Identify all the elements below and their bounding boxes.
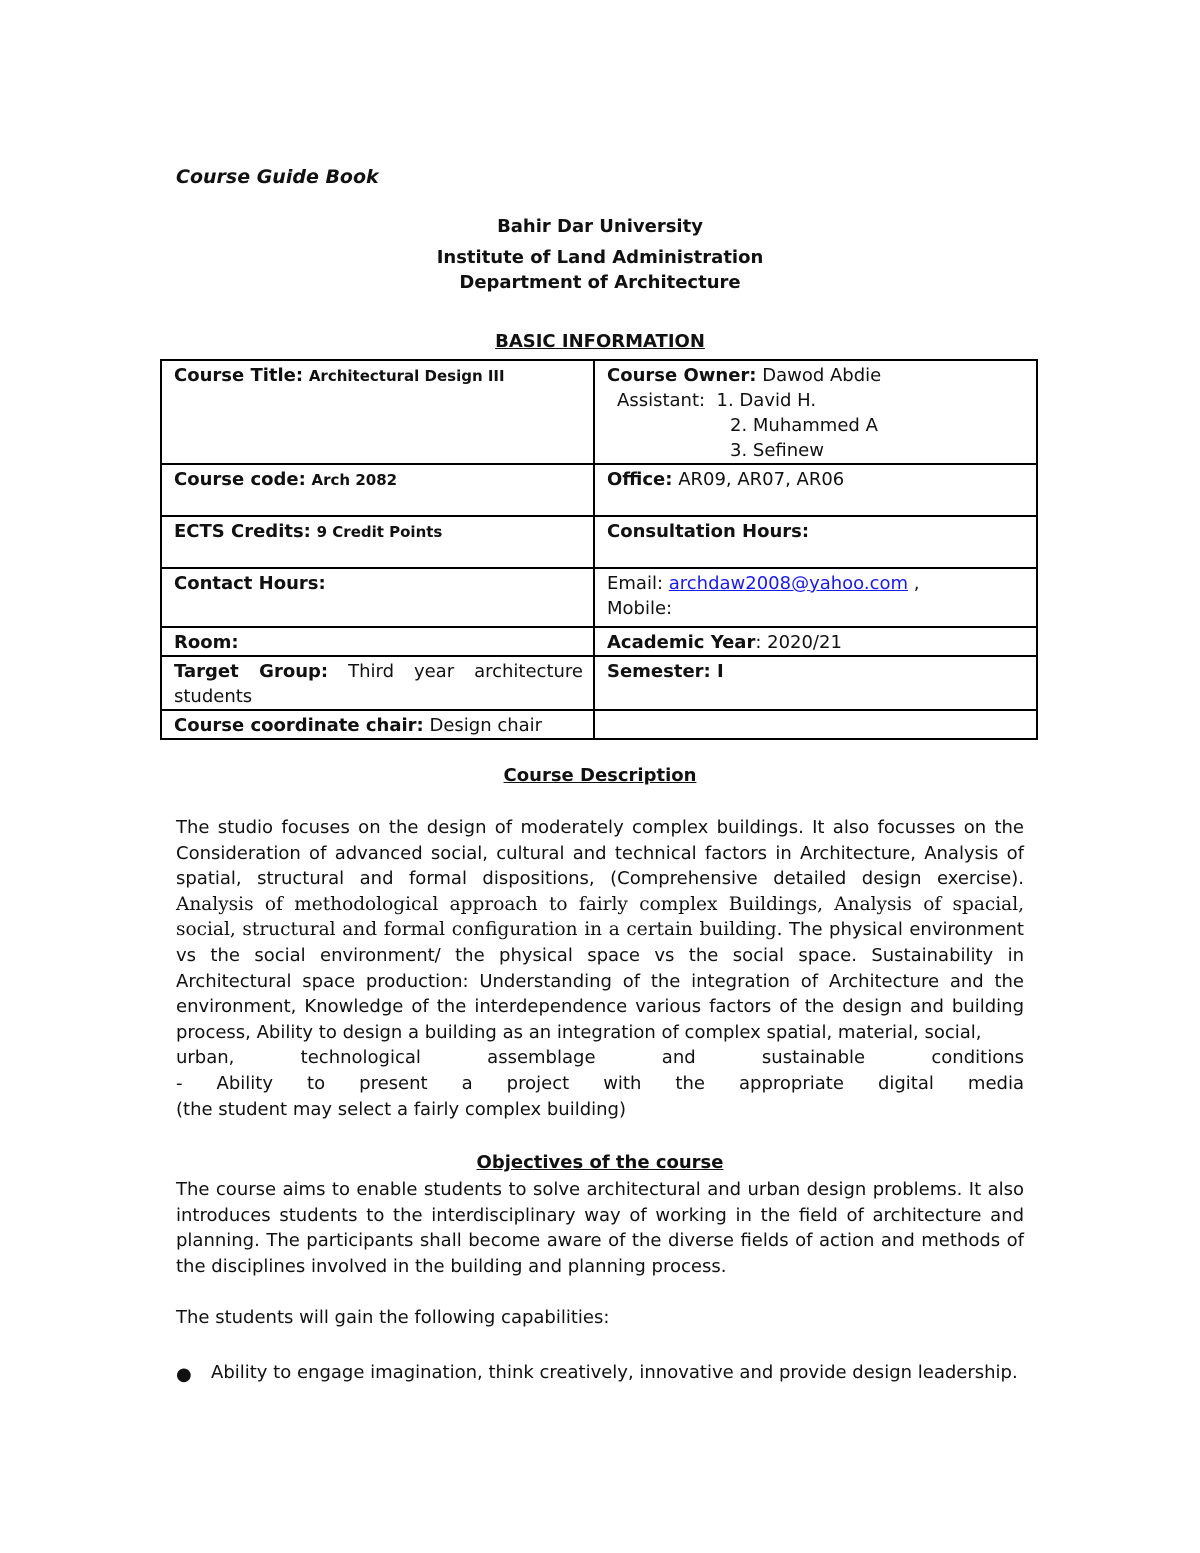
objectives-text: The course aims to enable students to solve architectural and urban design problems. It also introduces students to the interdisciplinary way of working in the field of architecture and planning. The participants shall become aware of the diverse fields of action and methods of the disciplines involved in the building and planning process. [176, 1179, 1024, 1277]
mobile-label: Mobile: [607, 598, 673, 619]
assistant-item: 3. Sefinew [730, 440, 824, 461]
course-code-label: Course code: [174, 469, 306, 490]
office-value: AR09, AR07, AR06 [678, 469, 845, 490]
room-label: Room: [174, 632, 239, 653]
academic-year-label: Academic Year [607, 632, 756, 653]
consultation-label: Consultation Hours: [607, 521, 810, 542]
course-code-value: Arch 2082 [311, 471, 398, 489]
office-label: Office: [607, 469, 673, 490]
guide-title: Course Guide Book [176, 166, 379, 188]
academic-year-cell [594, 627, 1037, 656]
table-row [161, 568, 1037, 627]
contact-hours-cell [161, 568, 594, 627]
description-line-spread: - Ability to present a project with the appropriate digital media [176, 1072, 1024, 1094]
description-serif-part: Analysis of methodological approach to fairly complex Buildings, Analysis of spacial, social, structural and formal configuration in a certain building. [176, 893, 1024, 941]
course-owner-cell [594, 360, 1037, 464]
list-item [176, 1360, 1024, 1386]
email-link[interactable]: archdaw2008@yahoo.com [668, 573, 909, 594]
course-owner-label: Course Owner: [607, 365, 757, 386]
assistant-item: 1. David H. [716, 390, 817, 411]
table-row [161, 710, 1037, 739]
empty-cell [594, 710, 1037, 739]
description-part1: The studio focuses on the design of moderately complex buildings. It also focusses on the Consideration of advanced social, cultural and technical factors in Architecture, Analysis of spatial, structural and formal dispositions, (Comprehensive detailed design exercise). [176, 817, 1024, 890]
academic-year-value: : 2020/21 [755, 632, 842, 653]
assistant-item: 2. Muhammed A [730, 415, 878, 436]
institute-name: Institute of Land Administration [436, 247, 764, 268]
semester-label: Semester: I [607, 661, 724, 682]
coordinate-chair-label: Course coordinate chair: [174, 715, 424, 736]
description-last-line: (the student may select a fairly complex building) [176, 1098, 626, 1120]
course-description-text [176, 815, 1024, 1122]
target-group-value-cont: students [174, 686, 253, 707]
email-label: Email: [607, 573, 664, 594]
table-row [161, 656, 1037, 710]
email-cell [594, 568, 1037, 627]
table-row [161, 516, 1037, 568]
course-title-cell [161, 360, 594, 464]
contact-hours-label: Contact Hours: [174, 573, 326, 594]
capabilities-intro: The students will gain the following capabilities: [176, 1307, 610, 1328]
description-part2: The physical environment vs the social environment/ the physical space vs the social space. Sustainability in Architectural space production: Understanding of the integration of Architecture and the environment, Knowledge of the interdependence various factors of the design and building process, Ability to design a building as an integration of complex spatial, material, social, [176, 919, 1024, 1043]
email-suffix: , [908, 573, 920, 594]
department-name: Department of Architecture [459, 272, 741, 293]
assistant-label: Assistant: [617, 390, 706, 411]
university-name: Bahir Dar University [497, 216, 703, 237]
course-description-heading: Course Description [503, 765, 697, 786]
course-title-value: Architectural Design III [308, 367, 505, 385]
bullet-icon: ● [176, 1364, 192, 1385]
ects-cell [161, 516, 594, 568]
basic-info-table [160, 359, 1038, 740]
ects-label: ECTS Credits: [174, 521, 311, 542]
coordinate-chair-value: Design chair [429, 715, 543, 736]
table-row [161, 627, 1037, 656]
room-cell [161, 627, 594, 656]
target-group-cell [161, 656, 594, 710]
consultation-cell [594, 516, 1037, 568]
table-row [161, 464, 1037, 516]
office-cell [594, 464, 1037, 516]
semester-cell [594, 656, 1037, 710]
coordinate-chair-cell [161, 710, 594, 739]
target-group-label: Target Group: [174, 661, 329, 682]
bullet-text: Ability to engage imagination, think creatively, innovative and provide design leadership. [211, 1362, 1018, 1383]
basic-info-heading: BASIC INFORMATION [495, 331, 705, 352]
objectives-heading: Objectives of the course [476, 1152, 724, 1173]
description-line-spread: urban, technological assemblage and sustainable conditions [176, 1047, 1024, 1069]
course-owner-value: Dawod Abdie [762, 365, 882, 386]
course-title-label: Course Title: [174, 365, 304, 386]
table-row [161, 360, 1037, 464]
target-group-value: Third year architecture [348, 661, 583, 682]
course-code-cell [161, 464, 594, 516]
ects-value: 9 Credit Points [316, 523, 443, 541]
